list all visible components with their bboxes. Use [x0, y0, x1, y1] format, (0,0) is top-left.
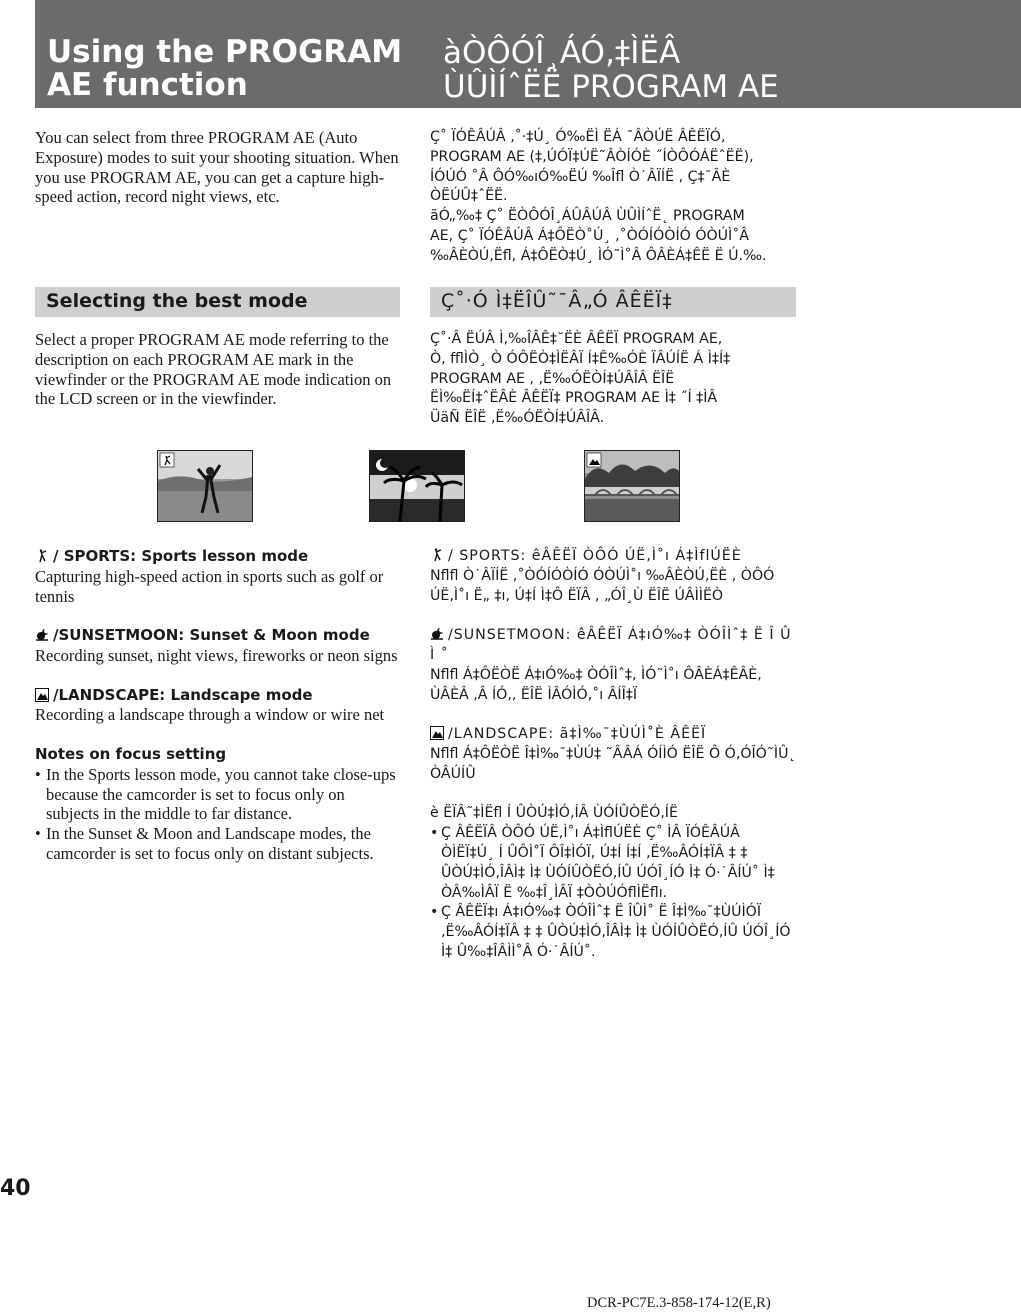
landscape-icon: [35, 688, 49, 702]
sunset-photo: [369, 450, 465, 522]
section-ru-line: Ç˚·Â ËÚÂ Ì‚‰ÎÂÊ‡˘ËÈ ÂÊËÏ PROGRAM AE,: [430, 331, 723, 347]
page-title-ru: àÒÔÓÎ¸ÁÓ‚‡ÌËÂ ÙÛÌÍˆËË PROGRAM AE: [443, 35, 779, 105]
mode-desc: Recording sunset, night views, fireworks or neon signs: [35, 645, 398, 665]
note-item: • In the Sports lesson mode, you cannot take close-ups because the camcorder is set to focus only on subjects in the middle to far distance.: [35, 765, 400, 824]
intro-en: You can select from three PROGRAM AE (Auto Exposure) modes to suit your shooting situation. When you use PROGRAM AE, you can get a capture high-speed action, record night views, etc.: [35, 128, 399, 207]
mode-sunset-en: [35, 626, 400, 666]
intro-ru-line: Ç˚ ÏÓÊÂÚÂ ‚˚·‡Ú¸ Ó‰ËÌ ËÁ ¯ÂÒÚË ÂÊËÏÓ‚: [430, 129, 726, 145]
intro-ru-line: ‰ÂÈÒÚ‚Ëfl, Á‡ÔËÒ‡Ú¸ ÌÓ˜Ì˚Â ÔÂÈÁ‡ÊË Ë Ú.‰.: [430, 247, 767, 264]
mode-landscape-ru: [430, 725, 796, 784]
section-ru-line: PROGRAM AE , ‚Ë‰ÓËÒÍ‡ÚÂÎÂ ËÎË: [430, 370, 675, 387]
mode-sports-ru: [430, 547, 796, 606]
notes-en: [35, 745, 400, 864]
modes-ru: [430, 547, 796, 963]
section-text-ru: [430, 330, 796, 429]
mode-title: /LANDSCAPE: Landscape mode: [35, 686, 400, 706]
mode-desc: Nflfl Ò˙ÂÏÍË ‚˚ÒÓÍÓÒÍÓ ÓÒÚÌ˚ı ‰ÂÈÒÚ‚ËÈ , ÒÔÓ ÚË‚Ì˚ı Ë„ ‡ı, Ú‡Í Ì‡Ô ËÏÂ , „ÓÎ¸Ù ËÎË ÚÂÌÌËÒ: [430, 567, 775, 604]
note-item: • Ç ÂÊËÏÂ ÒÔÓ ÚË‚Ì˚ı Á‡ÌflÚËÈ Ç˚ ÌÂ ÏÓÊÂÚÂ ÒÌËÏ‡Ú¸ Í ÛÔÌ˚Ï ÔÎ‡ÌÓÏ, Ú‡Í Í‡Í ‚Ë‰ÂÓÍ‡ÏÂ ‡ ‡ ÛÒÚ‡ÌÓ‚ÎÂÌ‡ Ì‡ ÙÓÍÛÒËÓ‚ÍÛ ÚÓÎ¸ÍÓ Ì‡ Ó·˙ÂÍÚ˚ Ì‡ ÒÂ‰ÌÂÏ Ë ‰‡Î¸ÌÂÏ ‡ÒÒÚÓflÌËflı.: [430, 824, 796, 903]
notes-ru: [430, 804, 796, 962]
section-heading-en: [35, 287, 400, 317]
mode-desc: Recording a landscape through a window or wire net: [35, 705, 385, 725]
sunset-moon-icon: [430, 627, 444, 641]
intro-ru-line: ÒËÚÛ‡ˆËË.: [430, 188, 508, 205]
page-title-en: Using the PROGRAM AE function: [47, 34, 403, 103]
mode-title: /SUNSETMOON: êÂÊËÏ Á‡ıÓ‰‡ ÒÓÎÌˆ‡ Ë Î Û Ì ˚: [430, 627, 792, 663]
sunset-moon-icon: [35, 628, 49, 642]
mode-title: / SPORTS: Sports lesson mode: [35, 547, 400, 567]
mode-desc: Nflfl Á‡ÔËÒË Î‡Ì‰¯‡ÙÚ‡ ˜ÂÂÁ ÓÍÌÓ ËÎË Ô Ó‚ÓÎÓ˜ÌÛ˛ ÒÂÚÍÛ: [430, 745, 796, 782]
mode-sunset-ru: [430, 626, 796, 705]
mode-sports-en: [35, 547, 400, 606]
landscape-icon: [430, 726, 444, 740]
sports-photo: [157, 450, 253, 522]
mode-desc: Capturing high-speed action in sports such as golf or tennis: [35, 566, 384, 606]
page-number: 40: [0, 1176, 31, 1201]
note-item: • Ç ÂÊËÏ‡ı Á‡ıÓ‰‡ ÒÓÎÌˆ‡ Ë ÎÛÌ˚ Ë Î‡Ì‰¯‡ÙÚÌÓÏ ‚Ë‰ÂÓÍ‡ÏÂ ‡ ‡ ÛÒÚ‡ÌÓ‚ÎÂÌ‡ Ì‡ ÙÓÍÛÒËÓ‚ÍÛ ÚÓÎ¸ÍÓ Ì‡ Û‰‡ÎÂÌÌ˚Â Ó·˙ÂÍÚ˚.: [430, 903, 796, 962]
mode-desc: Nflfl Á‡ÔËÒË Á‡ıÓ‰‡ ÒÓÎÌˆ‡, ÌÓ˜Ì˚ı ÔÂÈÁ‡ÊÂÈ, ÙÂÈÂ ‚Â ÍÓ‚, ËÎË ÌÂÓÌÓ‚˚ı ÂÍÎ‡Ï: [430, 666, 762, 703]
footer-code: DCR-PC7E.3-858-174-12(E,R): [587, 1295, 771, 1311]
intro-ru-line: ÍÓÚÓ ˚Â ÔÓ‰ıÓ‰ËÚ ‰Îfl Ò˙ÂÏÍË , Ç‡¯ÂÈ: [430, 168, 731, 185]
intro-ru: [430, 128, 796, 267]
landscape-photo: [584, 450, 680, 522]
note-item: • In the Sunset & Moon and Landscape modes, the camcorder is set to focus only on distant subjects.: [35, 824, 400, 864]
mode-landscape-en: [35, 686, 400, 726]
section-ru-line: ÜäÑ ËÎË ‚Ë‰ÓËÒÍ‡ÚÂÎÂ.: [430, 410, 605, 427]
notes-title: Notes on focus setting: [35, 744, 227, 763]
section-title-en: Selecting the best mode: [46, 290, 308, 312]
notes-title: è ËÏÂ˜‡ÌËfl Í ÛÒÚ‡ÌÓ‚ÍÂ ÙÓÍÛÒËÓ‚ÍË: [430, 805, 678, 822]
sports-icon: [430, 548, 444, 562]
section-ru-line: Ò‚ fflÌÒ¸ Ò ÓÔËÒ‡ÌËÂÏ Í‡Ê‰ÓÈ ÏÂÚÍË Á Ì‡Í‡: [430, 350, 731, 367]
section-title-ru: Ç˚·Ó Ì‡ËÎÛ˜¯Â„Ó ÂÊËÏ‡: [441, 290, 673, 312]
intro-ru-line: PROGRAM AE (‡‚ÚÓÏ‡ÚË˜ÂÒÍÓÈ ˝ÍÒÔÓÁËˆËË),: [430, 148, 754, 165]
mode-title: /SUNSETMOON: Sunset & Moon mode: [35, 626, 400, 646]
intro-ru-line: ãÓ„‰‡ Ç˚ ËÒÔÓÎ¸ÁÛÂÚÂ ÙÛÌÍˆË˛ PROGRAM: [430, 208, 745, 225]
mode-title: /LANDSCAPE: ã‡Ì‰¯‡ÙÚÌ˚È ÂÊËÏ: [430, 725, 796, 745]
section-ru-line: ËÌ‰ËÍ‡ˆËÂÈ ÂÊËÏ‡ PROGRAM AE Ì‡ ˝Í ‡ÌÂ: [430, 390, 718, 407]
modes-en: [35, 547, 400, 864]
intro-ru-line: AE, Ç˚ ÏÓÊÂÚÂ Á‡ÔËÒ˚Ú¸ ‚˚ÒÓÍÓÒÍÓ ÓÒÚÌ˚Â: [430, 227, 750, 244]
mode-title: / SPORTS: êÂÊËÏ ÒÔÓ ÚË‚Ì˚ı Á‡ÌflÚËÈ: [430, 547, 796, 567]
page-header: [35, 0, 1021, 108]
section-text-en: Select a proper PROGRAM AE mode referring to the description on each PROGRAM AE mark in the viewfinder or the PROGRAM AE mode indication on the LCD screen or in the viewfinder.: [35, 330, 392, 409]
sports-icon: [35, 549, 49, 563]
section-heading-ru: [430, 287, 796, 317]
